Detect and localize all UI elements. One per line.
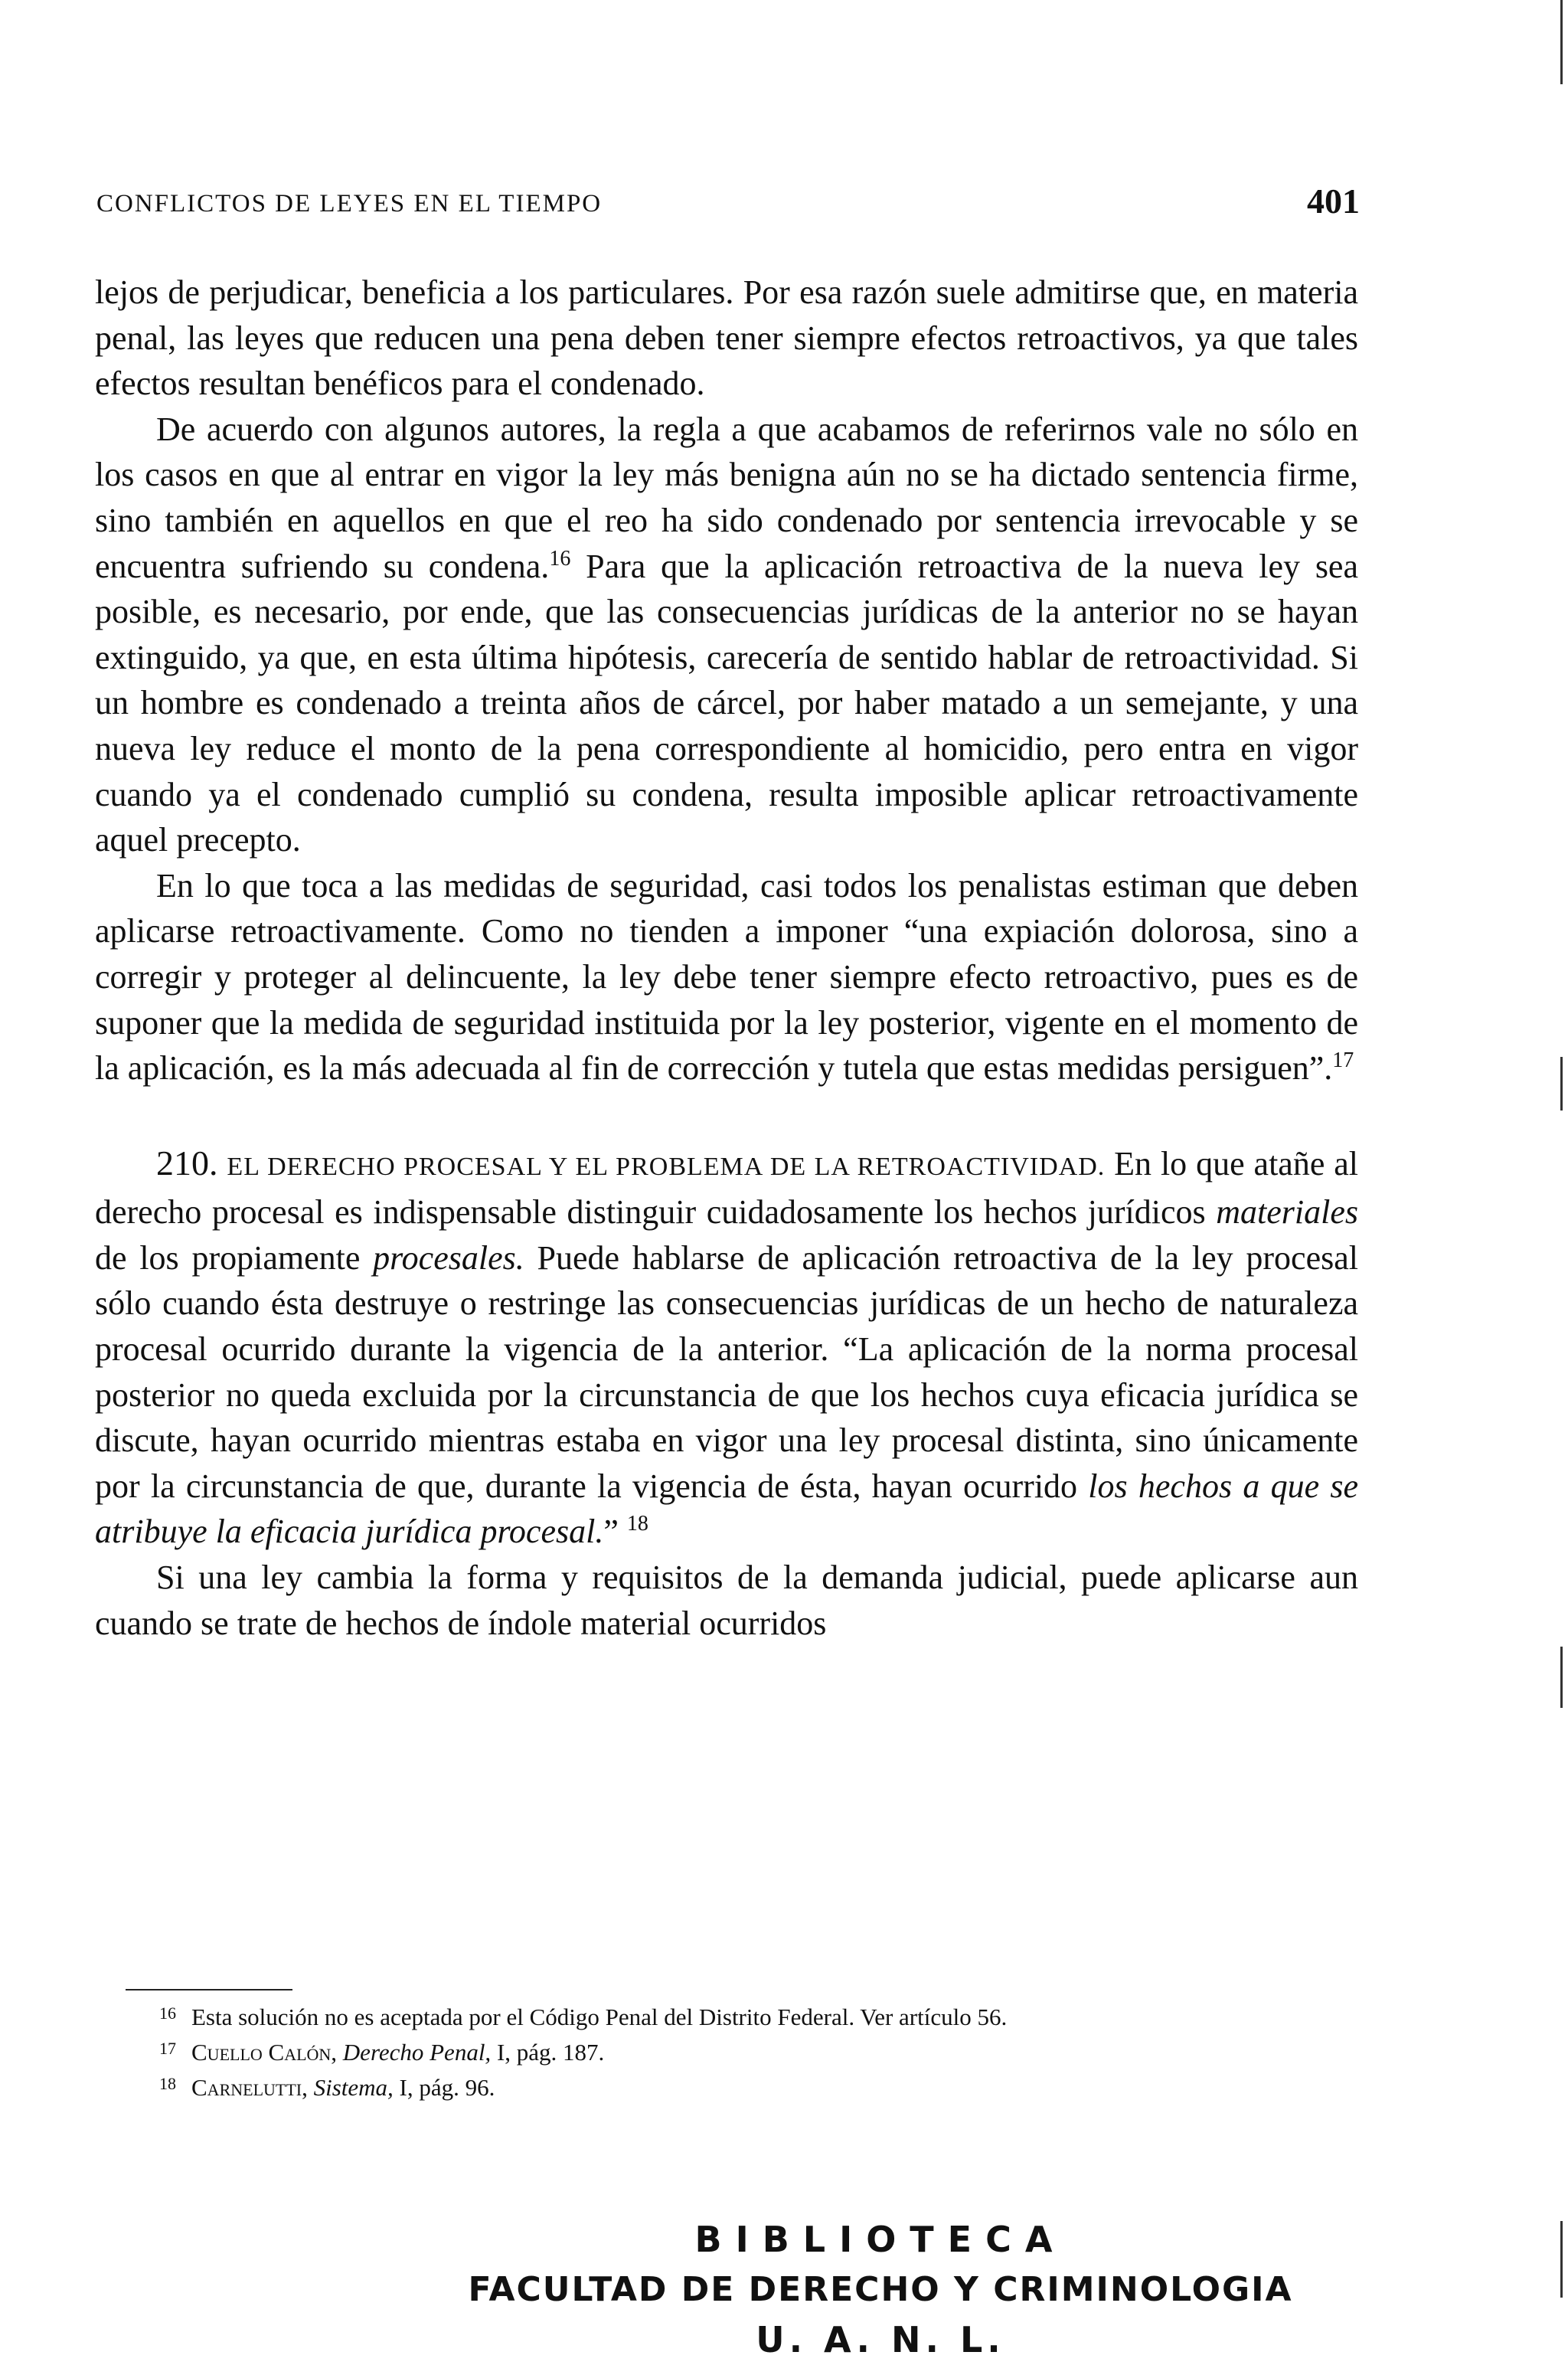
- paragraph-4-emphasis-materiales: materiales: [1216, 1193, 1358, 1232]
- body-text: [95, 270, 1358, 1646]
- footnote-ref-18[interactable]: 18: [626, 1512, 648, 1536]
- running-head-title: CONFLICTOS DE LEYES EN EL TIEMPO: [96, 190, 603, 218]
- footnote-number: 18: [159, 2074, 176, 2093]
- scan-edge-mark: [1560, 1057, 1563, 1111]
- footnote-author: Cuello Calón,: [191, 2039, 338, 2066]
- paragraph-2: [95, 407, 1358, 863]
- footnotes: [96, 1997, 1360, 2103]
- footnote-text: Esta solución no es aceptada por el Código Penal del Distrito Federal. Ver artículo 56.: [191, 2004, 1008, 2030]
- footnote-number: 17: [159, 2039, 176, 2058]
- footnote-ref-17[interactable]: 17: [1332, 1048, 1354, 1073]
- scan-edge-mark: [1560, 1647, 1563, 1708]
- section-number: 210.: [156, 1143, 218, 1182]
- paragraph-4-close-quote: ”: [603, 1513, 619, 1551]
- footnote-work: Sistema,: [313, 2074, 394, 2101]
- scan-edge-mark: [1560, 0, 1563, 84]
- paragraph-3: [95, 863, 1358, 1091]
- footnote-18: [96, 2068, 1360, 2103]
- paragraph-2-text-b: Para que la aplicación retroactiva de la nueva ley sea posible, es necesario, por ende, que las consecuencias jurídicas de la anterior no se hayan extinguido, ya que, en esta última hipótesis, carecería de sentido hablar de retroactividad. Si un hombre es condenado a treinta años de cárcel, por haber matado a un semejante, y una nueva ley reduce el monto de la pena correspondiente al homicidio, pero entra en vigor cuando ya el condenado cumplió su condena, resulta imposible aplicar retroactivamente aquel precepto.: [95, 547, 1358, 859]
- paragraph-3-text: En lo que toca a las medidas de seguridad, casi todos los penalistas estiman que deben aplicarse retroactivamente. Como no tienden a imponer “una expiación dolorosa, sino a corregir y proteger al delincuente, la ley debe tener siempre efecto retroactivo, pues es de suponer que la medida de seguridad instituida por la ley posterior, vigente en el momento de la aplicación, es la más adecuada al fin de corrección y tutela que estas medidas persiguen”.: [95, 866, 1358, 1088]
- paragraph-4-mid: de los propiamente: [95, 1238, 374, 1277]
- footnote-ref-detail: I, pág. 96.: [393, 2074, 495, 2101]
- footnote-ref-16[interactable]: 16: [549, 546, 571, 571]
- footnote-number: 16: [159, 2004, 176, 2023]
- section-title: EL DERECHO PROCESAL Y EL PROBLEMA DE LA RETROACTIVIDAD.: [227, 1152, 1106, 1181]
- footnote-work: Derecho Penal,: [342, 2039, 492, 2066]
- paragraph-4-emphasis-quote: los hechos a que se atribuye la eficacia jurídica procesal.: [95, 1467, 1358, 1551]
- stamp-line-2: FACULTAD DE DERECHO Y CRIMINOLOGIA: [468, 2270, 1293, 2309]
- paragraph-5-text: Si una ley cambia la forma y requisitos de la demanda judicial, puede aplicarse aun cuando se trate de hechos de índole material ocurridos: [95, 1559, 1358, 1642]
- page-number: 401: [1307, 182, 1360, 221]
- library-stamp: [383, 2213, 1378, 2365]
- running-head: [96, 181, 1360, 227]
- stamp-line-3: U. A. N. L.: [756, 2319, 1005, 2360]
- footnote-17: [96, 2033, 1360, 2068]
- section-spacer: [95, 1091, 1358, 1140]
- paragraph-4-lead: En lo que atañe al derecho procesal es indispensable distinguir cuidadosamente los hechos jurídicos: [95, 1144, 1359, 1232]
- footnote-divider: [126, 1989, 292, 1990]
- footnote-author: Carnelutti,: [191, 2074, 308, 2101]
- paragraph-1: [95, 270, 1358, 407]
- footnote-16: [96, 1997, 1360, 2033]
- paragraph-1-text: lejos de perjudicar, beneficia a los particulares. Por esa razón suele admitirse que, en materia penal, las leyes que reducen una pena deben tener siempre efectos retroactivos, ya que tales efectos resultan benéficos para el condenado.: [95, 273, 1358, 403]
- footnote-ref-detail: I, pág. 187.: [491, 2039, 605, 2066]
- paragraph-4-emphasis-procesales: procesales.: [373, 1238, 524, 1277]
- paragraph-5: [95, 1555, 1358, 1646]
- section-210-heading-paragraph: [95, 1140, 1358, 1555]
- scan-edge-mark: [1560, 2221, 1563, 2298]
- paragraph-2-text-a: De acuerdo con algunos autores, la regla a que acabamos de referirnos vale no sólo en los casos en que al entrar en vigor la ley más benigna aún no se ha dictado sentencia firme, sino también en aquellos en que el reo ha sido condenado por sentencia irrevocable y se encuentra sufriendo su condena.: [95, 410, 1358, 585]
- stamp-line-1: BIBLIOTECA: [694, 2219, 1067, 2260]
- paragraph-4-rest: Puede hablarse de aplicación retroactiva de la ley procesal sólo cuando ésta destruye o restringe las consecuencias jurídicas de un hecho de naturaleza procesal ocurrido durante la vigencia de la anterior. “La aplicación de la norma procesal posterior no queda excluida por la circunstancia de que los hechos cuya eficacia jurídica se discute, hayan ocurrido mientras estaba en vigor una ley procesal distinta, sino únicamente por la circunstancia de que, durante la vigencia de ésta, hayan ocurrido: [95, 1238, 1358, 1505]
